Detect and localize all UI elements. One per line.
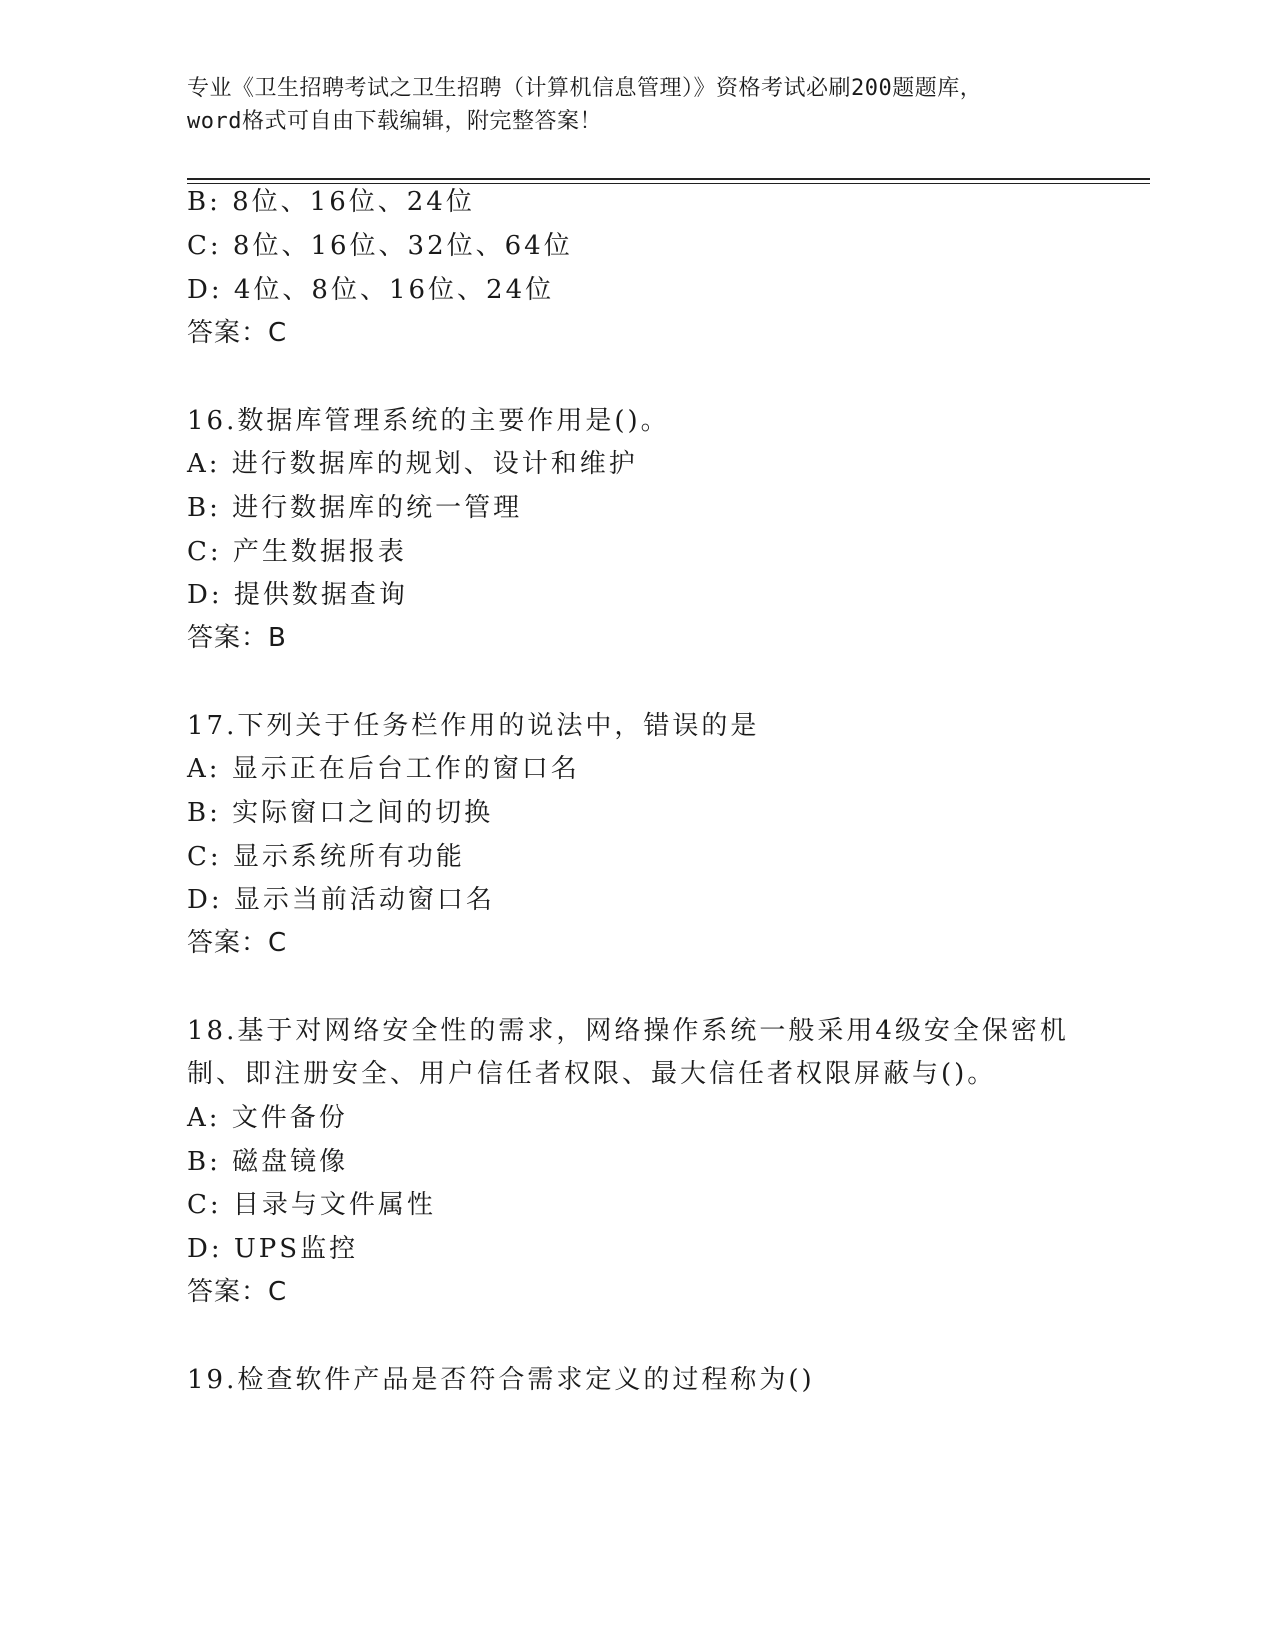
- question-16-option-c: C: 产生数据报表: [187, 537, 407, 567]
- question-16-stem: 16.数据库管理系统的主要作用是()。: [187, 406, 670, 436]
- question-18-option-b: B: 磁盘镜像: [187, 1147, 349, 1177]
- question-17-option-a: A: 显示正在后台工作的窗口名: [187, 754, 580, 784]
- question-18-stem-line-2: 制、即注册安全、用户信任者权限、最大信任者权限屏蔽与()。: [187, 1059, 997, 1089]
- question-17-option-b: B: 实际窗口之间的切换: [187, 798, 494, 828]
- question-18-option-a: A: 文件备份: [187, 1103, 348, 1133]
- question-17-stem: 17.下列关于任务栏作用的说法中，错误的是: [187, 711, 760, 741]
- header-title-line-1: 专业《卫生招聘考试之卫生招聘（计算机信息管理）》资格考试必刷200题题库，: [187, 76, 983, 101]
- question-16-option-d: D: 提供数据查询: [187, 580, 408, 610]
- question-16-option-a: A: 进行数据库的规划、设计和维护: [187, 449, 638, 479]
- question-18-answer: 答案：C: [187, 1277, 288, 1307]
- question-16-option-b: B: 进行数据库的统一管理: [187, 493, 523, 523]
- question-17-answer: 答案：C: [187, 928, 288, 958]
- document-header: [187, 72, 1087, 138]
- prev-question-option-d: D: 4位、8位、16位、24位: [187, 275, 555, 305]
- question-16-answer: 答案：B: [187, 623, 287, 653]
- question-18-stem-line-1: 18.基于对网络安全性的需求，网络操作系统一般采用4级安全保密机: [187, 1016, 1069, 1046]
- prev-question-option-c: C: 8位、16位、32位、64位: [187, 231, 573, 261]
- prev-question-option-b: B: 8位、16位、24位: [187, 187, 475, 217]
- question-19-stem: 19.检查软件产品是否符合需求定义的过程称为(): [187, 1365, 815, 1395]
- question-17-option-d: D: 显示当前活动窗口名: [187, 885, 495, 915]
- header-divider-thick: [187, 178, 1150, 180]
- question-18-option-d: D: UPS监控: [187, 1234, 359, 1264]
- prev-question-answer: 答案：C: [187, 318, 288, 348]
- header-divider-thin: [187, 183, 1150, 184]
- question-18-option-c: C: 目录与文件属性: [187, 1190, 436, 1220]
- question-17-option-c: C: 显示系统所有功能: [187, 842, 465, 872]
- header-title-line-2: word格式可自由下载编辑，附完整答案！: [187, 109, 602, 134]
